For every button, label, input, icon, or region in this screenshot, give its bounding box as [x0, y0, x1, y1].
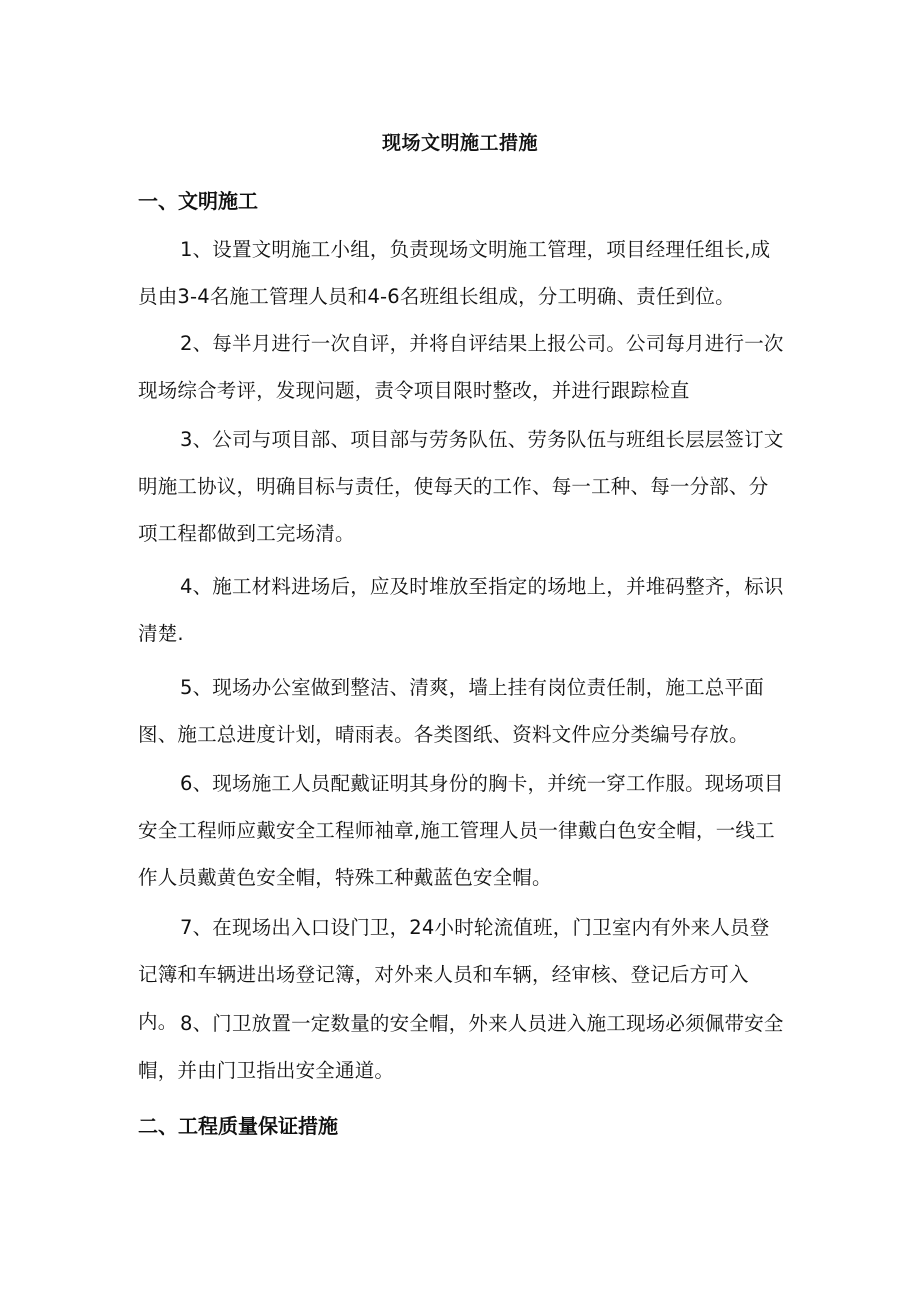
document-title: 现场文明施工措施: [381, 132, 538, 154]
section-heading-civilized-construction: 一、文明施工: [138, 189, 258, 213]
section-heading-quality-assurance: 二、工程质量保证措施: [138, 1114, 338, 1138]
paragraph-6: 6、现场施工人员配戴证明其身份的胸卡，并统一穿工作服。现场项目安全工程师应戴安全工程师袖章,施工管理人员一律戴白色安全帽，一线工作人员戴黄色安全帽，特殊工种戴蓝色安全帽。: [138, 772, 784, 889]
paragraph-2: 2、每半月进行一次自评，并将自评结果上报公司。公司每月进行一次现场综合考评，发现问题，责令项目限时整改，并进行跟踪检直: [138, 332, 784, 402]
paragraph-4: 4、施工材料进场后，应及时堆放至指定的场地上，并堆码整齐，标识清楚.: [138, 575, 784, 645]
paragraph-7: 7、在现场出入口设门卫，24小时轮流值班，门卫室内有外来人员登记簿和车辆进出场登记簿，对外来人员和车辆，经审核、登记后方可入内。: [138, 916, 770, 1033]
paragraph-1: 1、设置文明施工小组，负责现场文明施工管理，项目经理任组长,成员由3-4名施工管理人员和4-6名班组长组成，分工明确、责任到位。: [138, 238, 771, 308]
paragraph-8: 8、门卫放置一定数量的安全帽，外来人员进入施工现场必须佩带安全帽，并由门卫指出安全通道。: [138, 1012, 784, 1082]
paragraph-3: 3、公司与项目部、项目部与劳务队伍、劳务队伍与班组长层层签订文明施工协议，明确目标与责任，使每天的工作、每一工种、每一分部、分项工程都做到工完场清。: [138, 428, 784, 545]
paragraph-5: 5、现场办公室做到整洁、清爽，墙上挂有岗位责任制，施工总平面图、施工总进度计划，晴雨表。各类图纸、资料文件应分类编号存放。: [138, 676, 764, 746]
